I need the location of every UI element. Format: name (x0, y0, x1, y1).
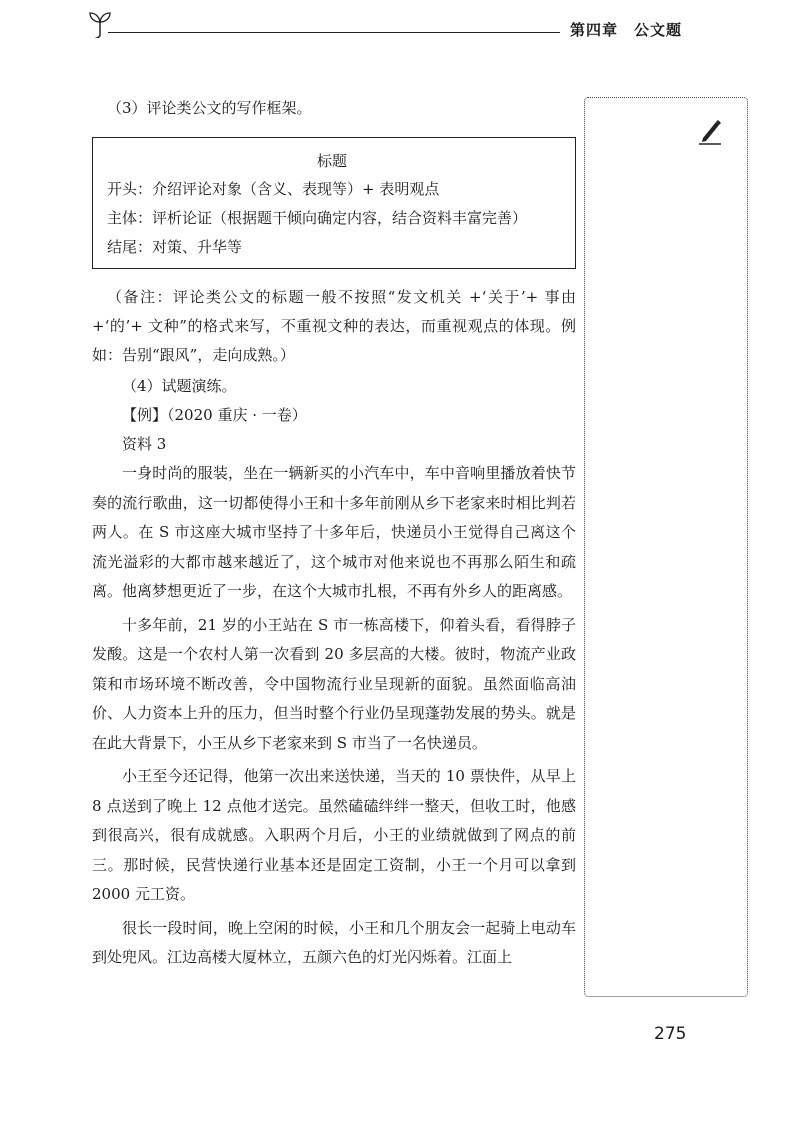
body-paragraph: 很长一段时间，晚上空闲的时候，小王和几个朋友会一起骑上电动车到处兜风。江边高楼大厦林立，五颜六色的灯光闪烁着。江面上 (92, 918, 576, 966)
page-content (92, 94, 576, 973)
material-label: 资料 3 (122, 435, 167, 453)
sprout-icon (86, 8, 114, 38)
framework-title: 标题 (316, 152, 347, 170)
framework-body: 主体：评析论证（根据题干倾向确定内容，结合资料丰富完善） (107, 209, 528, 227)
framework-opening: 开头：介绍评论对象（含义、表现等）+ 表明观点 (107, 180, 440, 198)
chapter-label: 第四章 (570, 21, 619, 39)
body-paragraph: 十多年前，21 岁的小王站在 S 市一栋高楼下，仰着头看，看得脖子发酸。这是一个农村人第一次看到 20 多层高的大楼。彼时，物流产业政策和市场环境不断改善，令中国物流行业呈现新的面貌。虽然面临高油价、人力资本上升的压力，但当时整个行业仍呈现蓬勃发展的势头。就是在此大背景下，小王从乡下老家来到 S 市当了一名快递员。 (92, 615, 576, 752)
running-header (570, 19, 682, 40)
item4-heading: （4）试题演练。 (122, 377, 237, 395)
body-paragraph: 小王至今还记得，他第一次出来送快递，当天的 10 票快件，从早上 8 点送到了晚上 12 点他才送完。虽然磕磕绊绊一整天，但收工时，他感到很高兴，很有成就感。入职两个月后，小王的业绩就做到了网点的前三。那时候，民营快递行业基本还是固定工资制，小王一个月可以拿到 2000 元工资。 (92, 767, 576, 903)
framework-ending: 结尾：对策、升华等 (107, 238, 243, 256)
header-rule (108, 32, 560, 33)
section-label: 公文题 (634, 21, 683, 39)
framework-box (92, 137, 576, 269)
pencil-icon (697, 116, 723, 146)
note-paragraph: （备注：评论类公文的标题一般不按照“发文机关 +‘关于’+ 事由 +‘的’+ 文种”的格式来写，不重视文种的表达，而重视观点的体现。例如：告别“跟风”，走向成熟。） (92, 288, 576, 364)
item3-heading: （3）评论类公文的写作框架。 (107, 99, 312, 117)
notes-sidebar (584, 97, 748, 997)
example-label: 【例】（2020 重庆 · 一卷） (122, 406, 307, 424)
page-number: 275 (654, 1024, 687, 1044)
body-paragraph: 一身时尚的服装，坐在一辆新买的小汽车中，车中音响里播放着快节奏的流行歌曲，这一切都使得小王和十多年前刚从乡下老家来时相比判若两人。在 S 市这座大城市坚持了十多年后，快递员小王觉得自己离这个流光溢彩的大都市越来越近了，这个城市对他来说也不再那么陌生和疏离。他离梦想更近了一步，在这个大城市扎根，不再有外乡人的距离感。 (92, 464, 576, 600)
